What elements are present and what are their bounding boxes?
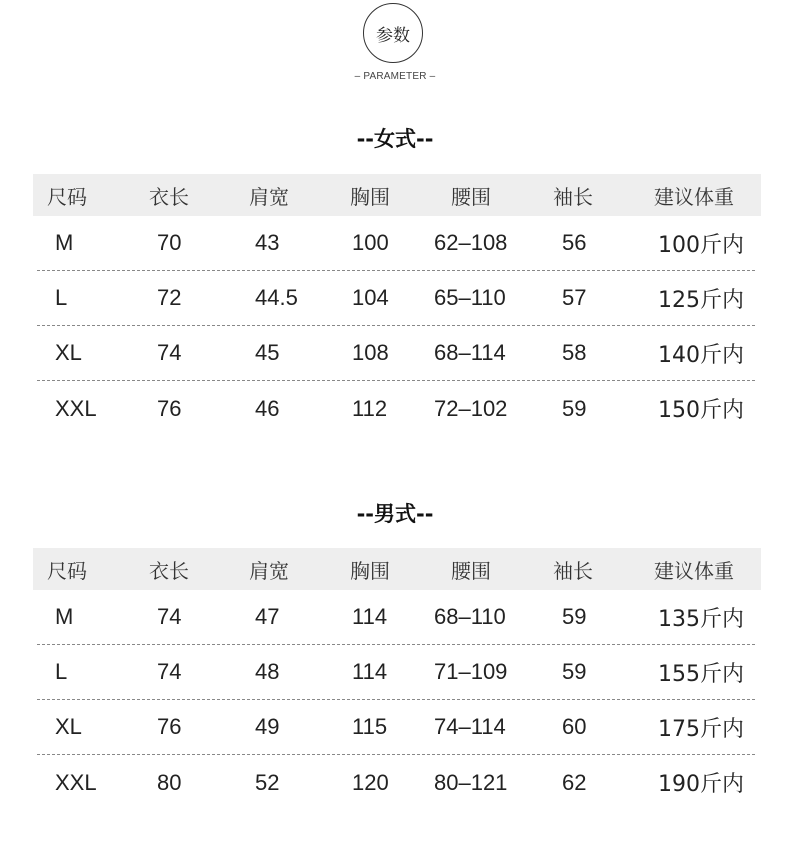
table-row (37, 381, 755, 436)
cell-length: 70 (157, 230, 182, 255)
cell-size: XL (55, 714, 82, 739)
cell-sleeve: 60 (562, 714, 587, 739)
cell-length: 76 (157, 714, 182, 739)
cell-waist: 68–110 (434, 604, 506, 629)
section-title-men: --男式-- (356, 502, 434, 526)
cell-length: 74 (157, 659, 182, 684)
col-header-sleeve: 袖长 (553, 558, 593, 583)
size-table-women (33, 174, 761, 436)
cell-size: M (55, 230, 74, 255)
cell-length: 72 (157, 285, 182, 310)
col-header-chest: 胸围 (350, 558, 390, 583)
cell-sleeve: 56 (562, 230, 587, 255)
col-header-size: 尺码 (47, 558, 87, 583)
cell-waist: 74–114 (434, 714, 506, 739)
cell-shoulder: 43 (255, 230, 280, 255)
cell-weight: 155斤内 (658, 661, 744, 687)
col-header-waist: 腰围 (451, 184, 491, 209)
parameter-subtitle: – PARAMETER – (354, 71, 436, 82)
col-header-length: 衣长 (149, 558, 189, 583)
cell-weight: 135斤内 (658, 606, 744, 632)
cell-waist: 72–102 (434, 395, 508, 421)
table-row (37, 326, 755, 381)
cell-shoulder: 48 (255, 659, 280, 684)
cell-weight: 150斤内 (658, 398, 744, 423)
cell-chest: 115 (352, 714, 388, 739)
cell-size: XL (55, 340, 82, 365)
table-row (37, 755, 755, 810)
col-header-waist: 腰围 (451, 558, 491, 583)
table-body (33, 216, 761, 436)
cell-length: 76 (157, 395, 182, 421)
col-header-shoulder: 肩宽 (249, 184, 289, 209)
badge-label: 参数 (376, 25, 410, 46)
cell-weight: 190斤内 (658, 772, 744, 797)
col-header-length: 衣长 (149, 184, 189, 209)
col-header-weight: 建议体重 (654, 558, 734, 583)
cell-waist: 80–121 (434, 769, 508, 795)
cell-weight: 140斤内 (658, 342, 744, 368)
cell-weight: 175斤内 (658, 716, 744, 742)
cell-chest: 120 (352, 769, 389, 795)
table-row (37, 700, 755, 755)
table-body (33, 590, 761, 810)
cell-chest: 114 (352, 604, 388, 629)
table-header (33, 174, 761, 216)
cell-chest: 114 (352, 659, 388, 684)
cell-sleeve: 59 (562, 659, 587, 684)
cell-sleeve: 59 (562, 604, 587, 629)
cell-sleeve: 58 (562, 340, 587, 365)
cell-chest: 108 (352, 340, 389, 365)
cell-size: XXL (55, 769, 97, 795)
cell-waist: 62–108 (434, 230, 508, 255)
parameter-badge (363, 3, 423, 63)
table-row (37, 645, 755, 700)
col-header-weight: 建议体重 (654, 184, 734, 209)
cell-length: 74 (157, 604, 182, 629)
cell-chest: 100 (352, 230, 389, 255)
col-header-chest: 胸围 (350, 184, 390, 209)
cell-shoulder: 47 (255, 604, 280, 629)
cell-shoulder: 44.5 (255, 285, 298, 310)
cell-length: 80 (157, 769, 182, 795)
col-header-shoulder: 肩宽 (249, 558, 289, 583)
cell-shoulder: 52 (255, 769, 280, 795)
cell-size: L (55, 659, 68, 684)
table-row (37, 271, 755, 326)
cell-length: 74 (157, 340, 182, 365)
cell-sleeve: 59 (562, 395, 587, 421)
cell-sleeve: 62 (562, 769, 587, 795)
table-row (37, 590, 755, 645)
cell-shoulder: 49 (255, 714, 280, 739)
cell-chest: 104 (352, 285, 389, 310)
cell-waist: 71–109 (434, 659, 508, 684)
section-title-women: --女式-- (356, 127, 434, 151)
cell-weight: 100斤内 (658, 232, 744, 258)
cell-shoulder: 46 (255, 395, 280, 421)
table-header (33, 548, 761, 590)
cell-shoulder: 45 (255, 340, 280, 365)
cell-chest: 112 (352, 395, 388, 421)
table-row (37, 216, 755, 271)
col-header-sleeve: 袖长 (553, 184, 593, 209)
cell-size: XXL (55, 395, 97, 421)
size-table-men (33, 548, 761, 810)
cell-weight: 125斤内 (658, 287, 744, 313)
cell-size: L (55, 285, 68, 310)
cell-waist: 68–114 (434, 340, 506, 365)
col-header-size: 尺码 (47, 184, 87, 209)
cell-waist: 65–110 (434, 285, 506, 310)
cell-size: M (55, 604, 74, 629)
cell-sleeve: 57 (562, 285, 587, 310)
